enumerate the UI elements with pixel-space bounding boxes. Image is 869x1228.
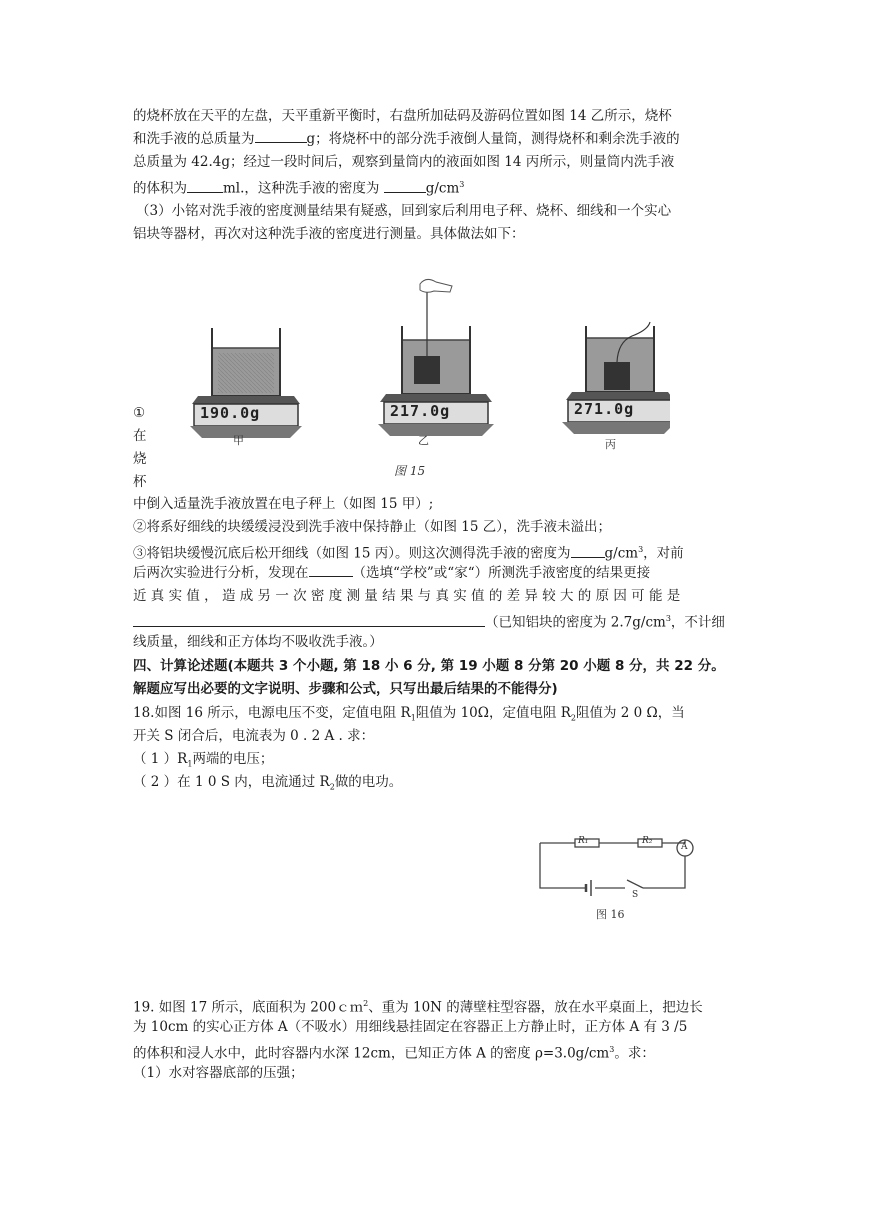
text: 两端的电压； xyxy=(192,751,274,767)
text: 做的电功。 xyxy=(334,774,403,790)
section-4-title: 四、计算论述题(本题共 3 个小题, 第 18 小 6 分, 第 19 小题 8 分第 20 小题 8 分，共 22 分。 xyxy=(133,658,725,674)
superscript: 3 xyxy=(638,545,644,554)
step5-line: 近 真 实 值 ， 造 成 另 一 次 密 度 测 量 结 果 与 真 实 值 的 差 异 较 大 的 原 因 可 能 是 xyxy=(133,588,681,604)
text: 19. 如图 17 所示，底面积为 200ｃｍ xyxy=(133,999,364,1016)
beaker-bing xyxy=(586,322,654,392)
para2-line2: 铝块等器材，再次对这种洗手液的密度进行测量。具体做法如下： xyxy=(133,226,525,242)
figure-label-yi: 乙 xyxy=(418,434,429,447)
answer-blank[interactable] xyxy=(133,614,485,627)
beaker-yi xyxy=(402,279,470,394)
superscript: 3 xyxy=(609,1045,615,1054)
answer-blank[interactable] xyxy=(571,545,605,558)
q19-line2: 为 10cm 的实心正方体 A（不吸水）用细线悬挂固定在容器正上方静止时，正方体 A 有 3 /5 xyxy=(133,1019,688,1035)
text: ③将铝块缓慢沉底后松开细线（如图 15 丙）。则这次测得洗手液的密度为 xyxy=(133,545,571,562)
text: 。求： xyxy=(614,1045,655,1062)
q18-line1 xyxy=(133,703,685,729)
step7-line: 线质量，细线和正方体均不吸收洗手液。） xyxy=(133,634,383,650)
answer-blank[interactable] xyxy=(309,564,353,577)
figure-15 xyxy=(180,278,670,488)
figure-16-circuit xyxy=(535,828,695,898)
q19-line1 xyxy=(133,994,703,1018)
figure-label-bing: 丙 xyxy=(605,438,616,451)
q19-part1: （1）水对容器底部的压强； xyxy=(133,1065,304,1081)
step1-char: ① xyxy=(133,405,146,421)
superscript: 3 xyxy=(459,180,465,189)
scale-reading-bing: 271.0g xyxy=(574,400,635,418)
step1-line: 中倒入适量洗手液放置在电子秤上（如图 15 甲）; xyxy=(133,496,434,512)
figure-15-caption: 图 15 xyxy=(394,464,426,478)
section-4-note: 解题应写出必要的文字说明、步骤和公式，只写出最后结果的不能得分) xyxy=(133,681,558,697)
text: 后两次实验进行分析，发现在 xyxy=(133,565,309,581)
subscript: 1 xyxy=(187,759,193,769)
text: g/cm xyxy=(604,545,639,562)
text: 和洗手液的总质量为 xyxy=(133,131,255,147)
text: （ 2 ）在 1 0 S 内，电流通过 R xyxy=(133,774,330,790)
para1-line3: 总质量为 42.4g；经过一段时间后，观察到量筒内的液面如图 14 丙所示，则量筒内洗手液 xyxy=(133,154,675,170)
answer-blank[interactable] xyxy=(255,130,307,143)
text: 的体积为 xyxy=(133,180,187,197)
answer-blank[interactable] xyxy=(384,180,426,193)
step3-line xyxy=(133,540,684,564)
step4-line xyxy=(133,563,650,583)
text: 阻值为 2 0 Ω，当 xyxy=(576,705,685,721)
scale-reading-yi: 217.0g xyxy=(390,402,451,420)
text: g/cm xyxy=(425,180,460,197)
q18-part1 xyxy=(133,749,273,775)
para1-line4 xyxy=(133,175,464,199)
subscript: 2 xyxy=(329,782,335,792)
q18-line2: 开关 S 闭合后，电流表为 0 . 2 A . 求： xyxy=(133,728,375,744)
subscript: 2 xyxy=(570,713,576,723)
step1-char: 烧 xyxy=(133,451,147,467)
para2-line1: （3）小铭对洗手液的密度测量结果有疑惑，回到家后利用电子秤、烧杯、细线和一个实心 xyxy=(136,203,672,219)
scale-reading-jia: 190.0g xyxy=(200,404,261,422)
text: 18.如图 16 所示，电源电压不变，定值电阻 R xyxy=(133,705,411,721)
text: ml.，这种洗手液的密度为 xyxy=(223,180,380,197)
figure-16-caption: 图 16 xyxy=(596,908,625,921)
figure-label-jia: 甲 xyxy=(233,434,244,447)
step2-line: ②将系好细线的块缓缓浸没到洗手液中保持静止（如图 15 乙），洗手液未溢出； xyxy=(133,519,612,535)
label-r1: R₁ xyxy=(578,836,589,846)
text: g；将烧杯中的部分洗手液倒人量筒，测得烧杯和剩余洗手液的 xyxy=(306,131,680,147)
text: ，不计细 xyxy=(670,614,725,631)
text: ，对前 xyxy=(643,545,684,562)
step1-char: 在 xyxy=(133,428,147,444)
label-switch: S xyxy=(632,890,639,900)
superscript: 2 xyxy=(363,999,369,1008)
text: （已知铝块的密度为 2.7g/cm xyxy=(485,614,666,631)
text: （选填“学校”或“家“）所测洗手液密度的结果更接 xyxy=(352,565,651,581)
q19-line3 xyxy=(133,1040,655,1064)
text: 、重为 10N 的薄壁柱型容器，放在水平桌面上，把边长 xyxy=(368,999,703,1016)
q18-part2 xyxy=(133,772,402,798)
para1-line1: 的烧杯放在天平的左盘，天平重新平衡时，右盘所加砝码及游码位置如图 14 乙所示，烧杯 xyxy=(133,108,672,124)
answer-blank[interactable] xyxy=(187,180,223,193)
text: （ 1 ）R xyxy=(133,751,188,767)
label-r2: R₂ xyxy=(642,836,653,846)
step1-char: 杯 xyxy=(133,474,147,490)
subscript: 1 xyxy=(410,713,416,723)
label-ammeter: A xyxy=(681,842,688,852)
superscript: 3 xyxy=(665,614,671,623)
text: 的体积和浸人水中，此时容器内水深 12cm，已知正方体 A 的密度 ρ=3.0g/cm xyxy=(133,1045,610,1062)
beaker-jia xyxy=(212,328,280,396)
para1-line2 xyxy=(133,129,680,149)
text: 阻值为 10Ω，定值电阻 R xyxy=(415,705,571,721)
switch-icon xyxy=(627,880,643,888)
step6-line xyxy=(133,609,725,633)
